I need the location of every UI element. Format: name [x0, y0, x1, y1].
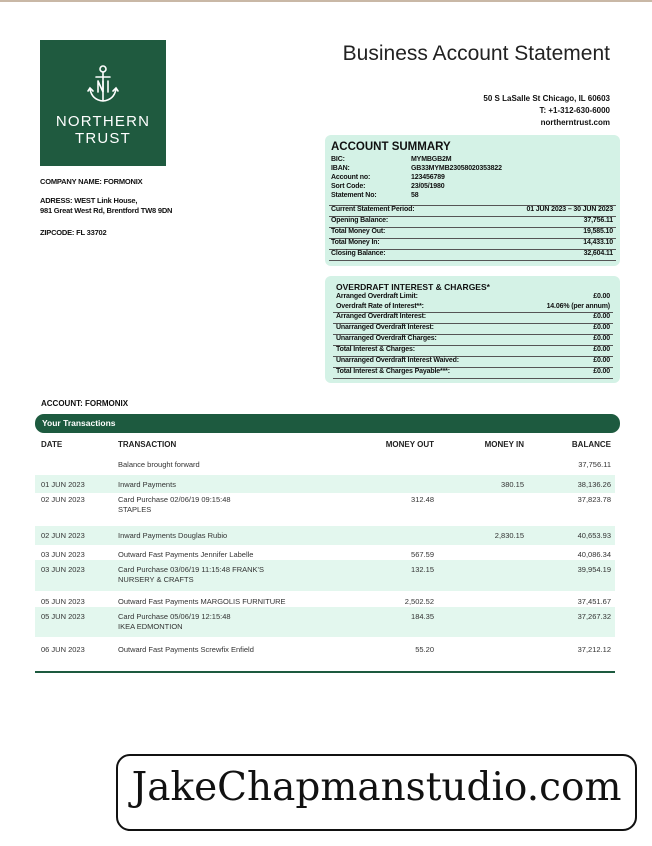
- top-border: [0, 0, 652, 2]
- row-description-line1: Outward Fast Payments Screwfix Enfield: [118, 645, 254, 654]
- overdraft-box: [325, 276, 620, 383]
- row-description-line1: Card Purchase 02/06/19 09:15:48: [118, 495, 231, 504]
- summary-money-in-label: Total Money In:: [331, 239, 380, 246]
- row-money-out: 132.15: [411, 565, 434, 574]
- row-description-line1: Outward Fast Payments Jennifer Labelle: [118, 550, 254, 559]
- summary-iban-label: IBAN:: [331, 165, 350, 172]
- summary-statement-no-label: Statement No:: [331, 192, 377, 199]
- logo-line1: NORTHERN: [55, 113, 151, 130]
- overdraft-unarranged-interest-label: Unarranged Overdraft Interest:: [336, 324, 434, 331]
- row-balance: 37,756.11: [578, 460, 611, 469]
- summary-account-no-value: 123456789: [411, 174, 445, 181]
- overdraft-arranged-interest-label: Arranged Overdraft Interest:: [336, 313, 426, 320]
- summary-opening-label: Opening Balance:: [331, 217, 389, 224]
- watermark-box: [116, 754, 637, 831]
- overdraft-limit-value: £0.00: [593, 293, 610, 300]
- summary-divider: [329, 260, 616, 261]
- page-title: Business Account Statement: [342, 42, 610, 65]
- overdraft-limit-label: Arranged Overdraft Limit:: [336, 293, 418, 300]
- row-balance: 37,212.12: [577, 645, 611, 654]
- company-name: COMPANY NAME: FORMONIX: [40, 177, 143, 186]
- row-balance: 37,823.78: [577, 495, 611, 504]
- row-date: 01 JUN 2023: [41, 480, 85, 489]
- table-bottom-rule: [35, 671, 615, 673]
- table-row: [35, 607, 615, 637]
- watermark-text: JakeChapmanstudio.com: [131, 765, 622, 810]
- overdraft-waived-label: Unarranged Overdraft Interest Waived:: [336, 357, 459, 364]
- account-summary-box: [325, 135, 620, 266]
- row-description-line1: Outward Fast Payments MARGOLIS FURNITURE: [118, 597, 286, 606]
- company-address-line2: 981 Great West Rd, Brentford TW8 9DN: [40, 206, 173, 215]
- overdraft-rate-label: Overdraft Rate of Interest**:: [336, 303, 424, 310]
- overdraft-unarranged-charges-label: Unarranged Overdraft Charges:: [336, 335, 437, 342]
- account-summary-title: ACCOUNT SUMMARY: [331, 141, 451, 153]
- row-description-line2: NURSERY & CRAFTS: [118, 575, 194, 584]
- overdraft-payable-label: Total Interest & Charges Payable***:: [336, 368, 450, 375]
- row-description: [118, 612, 318, 632]
- overdraft-total-label: Total Interest & Charges:: [336, 346, 415, 353]
- row-description: [118, 645, 318, 655]
- row-date: 05 JUN 2023: [41, 612, 85, 621]
- table-row: [35, 560, 615, 591]
- row-date: 02 JUN 2023: [41, 531, 85, 540]
- bank-address-line1: 50 S LaSalle St Chicago, IL 60603: [483, 94, 610, 103]
- logo-line2: TRUST: [75, 130, 131, 147]
- row-description-line2: IKEA EDMONTION: [118, 622, 183, 631]
- row-money-in: 2,830.15: [494, 531, 524, 540]
- row-balance: 40,653.93: [577, 531, 611, 540]
- overdraft-divider: [333, 378, 613, 379]
- table-row: [35, 490, 615, 524]
- row-description-line1: Inward Payments Douglas Rubio: [118, 531, 228, 540]
- row-date: 06 JUN 2023: [41, 645, 85, 654]
- row-money-out: 312.48: [411, 495, 434, 504]
- overdraft-arranged-interest-value: £0.00: [593, 313, 610, 320]
- column-header-transaction: TRANSACTION: [118, 440, 177, 449]
- summary-sort-code-value: 23/05/1980: [411, 183, 445, 190]
- summary-sort-code-label: Sort Code:: [331, 183, 366, 190]
- row-description-line1: Card Purchase 03/06/19 11:15:48 FRANK'S: [118, 565, 264, 574]
- company-address-line1: ADRESS: WEST Link House,: [40, 196, 138, 205]
- row-money-out: 2,502.52: [404, 597, 434, 606]
- northern-trust-logo: [40, 40, 166, 166]
- row-description: [118, 460, 318, 470]
- overdraft-unarranged-interest-value: £0.00: [593, 324, 610, 331]
- summary-period-value: 01 JUN 2023 – 30 JUN 2023: [526, 206, 613, 213]
- row-description: [118, 480, 318, 490]
- anchor-icon: [86, 64, 120, 106]
- row-date: 02 JUN 2023: [41, 495, 85, 504]
- table-row: [35, 455, 615, 477]
- row-balance: 37,451.67: [577, 597, 611, 606]
- row-description: [118, 597, 338, 607]
- column-header-date: DATE: [41, 440, 63, 449]
- overdraft-unarranged-charges-value: £0.00: [593, 335, 610, 342]
- overdraft-payable-value: £0.00: [593, 368, 610, 375]
- summary-opening-value: 37,756.11: [583, 217, 613, 224]
- summary-money-in-value: 14,433.10: [583, 239, 613, 246]
- row-date: 03 JUN 2023: [41, 550, 85, 559]
- account-name: FORMONIX: [85, 399, 129, 408]
- summary-money-out-label: Total Money Out:: [331, 228, 386, 235]
- row-description-line1: Balance brought forward: [118, 460, 200, 469]
- column-header-money-in: MONEY IN: [484, 440, 524, 449]
- row-description-line1: Inward Payments: [118, 480, 176, 489]
- row-balance: 39,954.19: [577, 565, 611, 574]
- summary-money-out-value: 19,585.10: [583, 228, 613, 235]
- row-description: [118, 495, 318, 515]
- row-balance: 38,136.26: [577, 480, 611, 489]
- account-label: [41, 399, 128, 408]
- table-row: [35, 526, 615, 545]
- row-balance: 40,086.34: [577, 550, 611, 559]
- transactions-header-bar: [35, 414, 620, 433]
- bank-phone: T: +1-312-630-6000: [539, 106, 610, 115]
- summary-closing-label: Closing Balance:: [331, 250, 386, 257]
- row-date: 05 JUN 2023: [41, 597, 85, 606]
- overdraft-rate-value: 14.06% (per annum): [546, 303, 610, 310]
- row-description: [118, 565, 318, 585]
- summary-closing-value: 32,604.11: [583, 250, 613, 257]
- bank-website: northerntrust.com: [540, 118, 610, 127]
- row-description-line2: STAPLES: [118, 505, 152, 514]
- overdraft-title: OVERDRAFT INTEREST & CHARGES*: [336, 282, 490, 292]
- row-date: 03 JUN 2023: [41, 565, 85, 574]
- row-description: [118, 550, 318, 560]
- overdraft-waived-value: £0.00: [593, 357, 610, 364]
- row-money-out: 55.20: [415, 645, 434, 654]
- company-zipcode: ZIPCODE: FL 33702: [40, 228, 107, 237]
- summary-account-no-label: Account no:: [331, 174, 371, 181]
- row-money-out: 567.59: [411, 550, 434, 559]
- table-row: [35, 640, 615, 660]
- account-label-prefix: ACCOUNT:: [41, 399, 85, 408]
- row-balance: 37,267.32: [577, 612, 611, 621]
- summary-statement-no-value: 58: [411, 192, 419, 199]
- row-money-out: 184.35: [411, 612, 434, 621]
- summary-iban-value: GB33MYMB23058020353822: [411, 165, 502, 172]
- transactions-heading: Your Transactions: [42, 418, 116, 428]
- column-header-balance: BALANCE: [571, 440, 611, 449]
- summary-bic-label: BIC:: [331, 156, 345, 163]
- summary-period-label: Current Statement Period:: [331, 206, 415, 213]
- row-description-line1: Card Purchase 05/06/19 12:15:48: [118, 612, 231, 621]
- overdraft-total-value: £0.00: [593, 346, 610, 353]
- column-header-money-out: MONEY OUT: [385, 440, 434, 449]
- row-description: [118, 531, 318, 541]
- row-money-in: 380.15: [501, 480, 524, 489]
- summary-bic-value: MYMBGB2M: [411, 156, 452, 163]
